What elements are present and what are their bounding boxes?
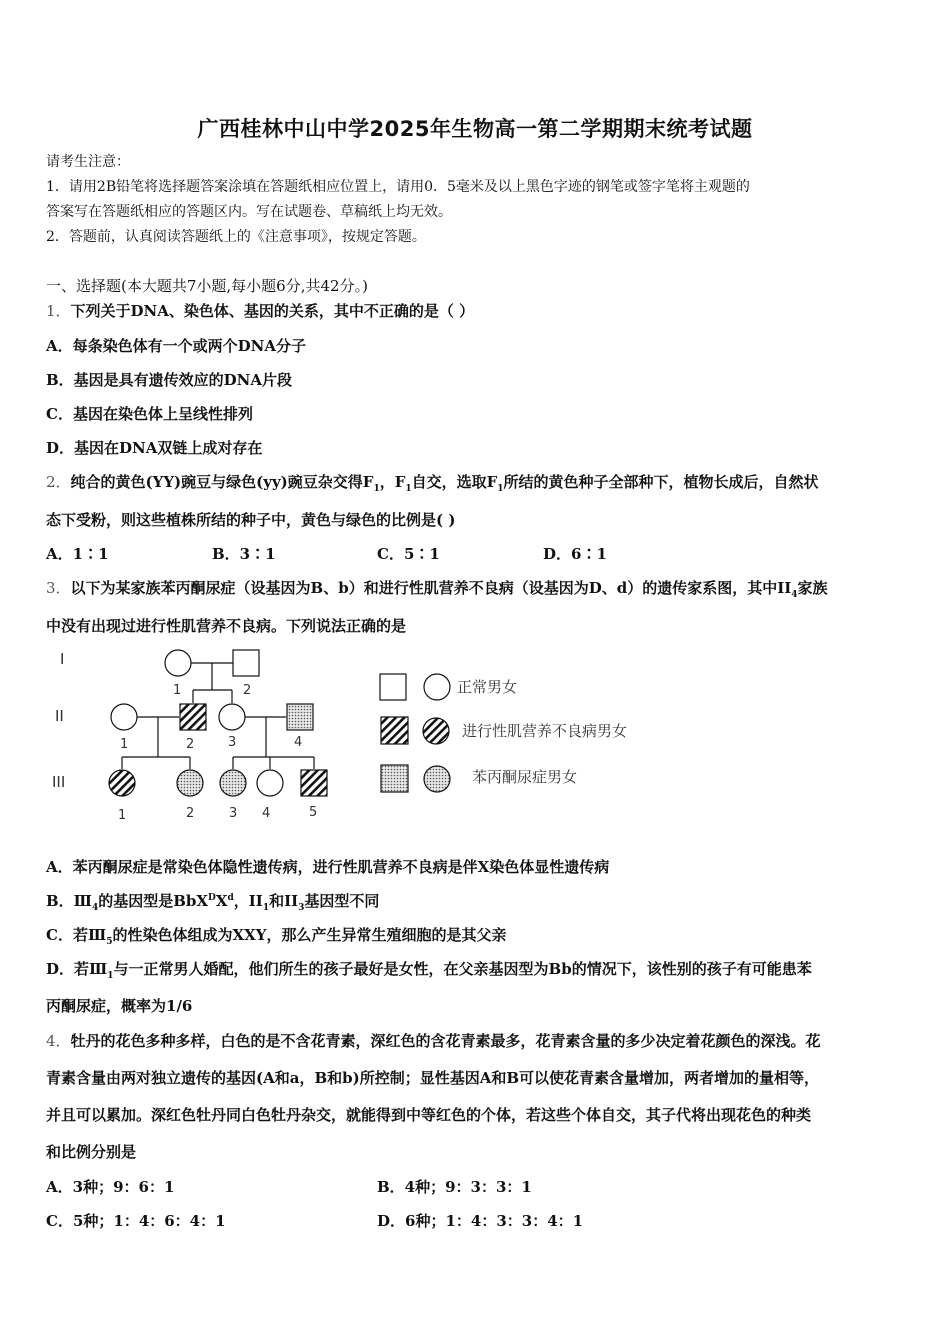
q3-option-a: A．苯丙酮尿症是常染色体隐性遗传病，进行性肌营养不良病是伴X染色体显性遗传病 <box>46 858 610 876</box>
gen-label-i: I <box>60 650 65 668</box>
question-4-stem-cont-2: 并且可以累加。深红色牡丹同白色牡丹杂交，就能得到中等红色的个体，若这些个体自交，其子代将出现花色的种类 <box>46 1106 812 1124</box>
subscript: 1 <box>405 484 412 494</box>
question-3-stem-cont: 中没有出现过进行性肌营养不良病。下列说法正确的是 <box>46 617 407 635</box>
option-text: D．若Ⅲ <box>46 960 108 978</box>
gen-label-iii: III <box>52 773 66 791</box>
option-text: X <box>215 892 228 910</box>
subscript: 1 <box>107 971 114 981</box>
question-number: 1． <box>46 302 71 320</box>
iii3-female-pku <box>220 770 246 796</box>
i2-label: 2 <box>243 683 252 698</box>
notice-item-2: 2．答题前，认真阅读答题纸上的《注意事项》，按规定答题。 <box>46 229 426 245</box>
option-text: C．若Ⅲ <box>46 926 107 944</box>
legend-dmd-label: 进行性肌营养不良病男女 <box>462 722 628 740</box>
legend-dmd-male <box>381 717 408 744</box>
q3-option-b <box>46 891 379 911</box>
subscript: 4 <box>91 903 99 913</box>
page-title: 广西桂林中山中学2025年生物高一第二学期期末统考试题 <box>197 117 753 141</box>
subscript: 1 <box>262 903 270 913</box>
q2-option-a: A．1∶1 <box>46 545 109 563</box>
q2-option-d: D．6∶1 <box>543 545 607 563</box>
gen-label-ii: II <box>55 707 64 725</box>
notice-item-1-cont: 答案写在答题纸相应的答题区内。写在试题卷、草稿纸上均无效。 <box>46 204 452 220</box>
superscript: D <box>208 893 216 903</box>
q2-option-c: C．5∶1 <box>377 545 440 563</box>
subscript: 4 <box>791 590 798 600</box>
stem-text: 牡丹的花色多种多样，白色的是不含花青素，深红色的含花青素最多，花青素含量的多少决定着花颜色的深浅。花 <box>70 1032 821 1050</box>
question-number: 3． <box>46 579 71 597</box>
q3-option-d-cont: 丙酮尿症，概率为1/6 <box>46 997 193 1015</box>
q3-option-c <box>46 925 506 945</box>
q1-option-a: A．每条染色体有一个或两个DNA分子 <box>46 337 306 355</box>
stem-text: ，F <box>379 473 406 491</box>
question-4-stem-cont-3: 和比例分别是 <box>46 1143 137 1161</box>
ii2-male-dmd <box>180 704 206 730</box>
legend-pku-female <box>424 766 450 792</box>
legend-normal-male <box>380 674 406 700</box>
iii4-label: 4 <box>262 806 271 821</box>
subscript: 1 <box>497 484 504 494</box>
q3-option-d <box>46 959 812 979</box>
option-text: B．Ⅲ <box>46 892 92 910</box>
q4-option-a: A．3种；9：6：1 <box>46 1178 175 1196</box>
stem-text: 纯合的黄色(YY)豌豆与绿色(yy)豌豆杂交得F <box>70 473 374 491</box>
legend-normal-label: 正常男女 <box>457 678 518 696</box>
stem-text: 家族 <box>797 579 828 597</box>
q1-option-b: B．基因是具有遗传效应的DNA片段 <box>46 371 293 389</box>
legend-dmd-female <box>423 718 449 744</box>
option-text: 基因型不同 <box>304 892 380 910</box>
ii4-male-pku <box>287 704 313 730</box>
legend-pku-label: 苯丙酮尿症男女 <box>472 768 578 786</box>
q4-option-b: B．4种；9：3：3：1 <box>377 1178 532 1196</box>
iii5-male-dmd <box>301 770 327 796</box>
option-text: 和II <box>269 892 299 910</box>
q4-option-d: D．6种；1：4：3：3：4：1 <box>377 1212 584 1230</box>
iii2-female-pku <box>177 770 203 796</box>
question-2-stem-cont: 态下受粉，则这些植株所结的种子中，黄色与绿色的比例是( ) <box>46 511 456 529</box>
i1-female-normal <box>165 650 191 676</box>
subscript: 3 <box>298 903 305 913</box>
stem-text: 自交，选取F <box>411 473 498 491</box>
ii2-label: 2 <box>186 737 195 752</box>
stem-text: 下列关于DNA、染色体、基因的关系，其中不正确的是（ ） <box>70 302 475 320</box>
q2-option-b: B．3∶1 <box>212 545 276 563</box>
ii3-label: 3 <box>228 735 237 750</box>
stem-text: 所结的黄色种子全部种下，植物长成后，自然状 <box>503 473 819 491</box>
notice-heading: 请考生注意： <box>46 154 130 170</box>
question-number: 4． <box>46 1032 71 1050</box>
iii2-label: 2 <box>186 806 195 821</box>
option-text: 的基因型是BbX <box>98 892 209 910</box>
notice-item-1: 1．请用2B铅笔将选择题答案涂填在答题纸相应位置上，请用0．5毫米及以上黑色字迹的钢笔或签字笔将主观题的 <box>46 179 750 195</box>
stem-text: 以下为某家族苯丙酮尿症（设基因为B、b）和进行性肌营养不良病（设基因为D、d）的遗传家系图，其中II <box>70 579 792 597</box>
iii1-label: 1 <box>118 808 127 823</box>
subscript: 1 <box>373 484 380 494</box>
subscript: 5 <box>106 937 113 947</box>
ii1-label: 1 <box>120 737 129 752</box>
legend-normal-female <box>424 674 450 700</box>
question-4-stem-cont-1: 青素含量由两对独立遗传的基因(A和a，B和b)所控制；显性基因A和B可以使花青素含量增加，两者增加的量相等， <box>46 1069 820 1087</box>
legend-pku-male <box>381 765 408 792</box>
iii3-label: 3 <box>229 806 238 821</box>
section-heading: 一、选择题(本大题共7小题,每小题6分,共42分。) <box>46 277 368 295</box>
q4-option-c: C．5种；1：4：6：4：1 <box>46 1212 226 1230</box>
superscript: d <box>227 893 234 903</box>
ii1-female-normal <box>111 704 137 730</box>
option-text: ，II <box>233 892 263 910</box>
q1-option-c: C．基因在染色体上呈线性排列 <box>46 405 253 423</box>
iii4-female-normal <box>257 770 283 796</box>
option-text: 的性染色体组成为XXY，那么产生异常生殖细胞的是其父亲 <box>112 926 507 944</box>
ii3-female-normal <box>219 704 245 730</box>
question-number: 2． <box>46 473 71 491</box>
iii1-female-dmd <box>109 770 135 796</box>
q1-option-d: D．基因在DNA双链上成对存在 <box>46 439 263 457</box>
ii4-label: 4 <box>294 735 303 750</box>
option-text: 与一正常男人婚配，他们所生的孩子最好是女性，在父亲基因型为Bb的情况下，该性别的孩子有可能患苯 <box>113 960 812 978</box>
question-4-stem <box>46 1031 821 1051</box>
iii5-label: 5 <box>309 805 318 820</box>
i1-label: 1 <box>173 683 182 698</box>
i2-male-normal <box>233 650 259 676</box>
